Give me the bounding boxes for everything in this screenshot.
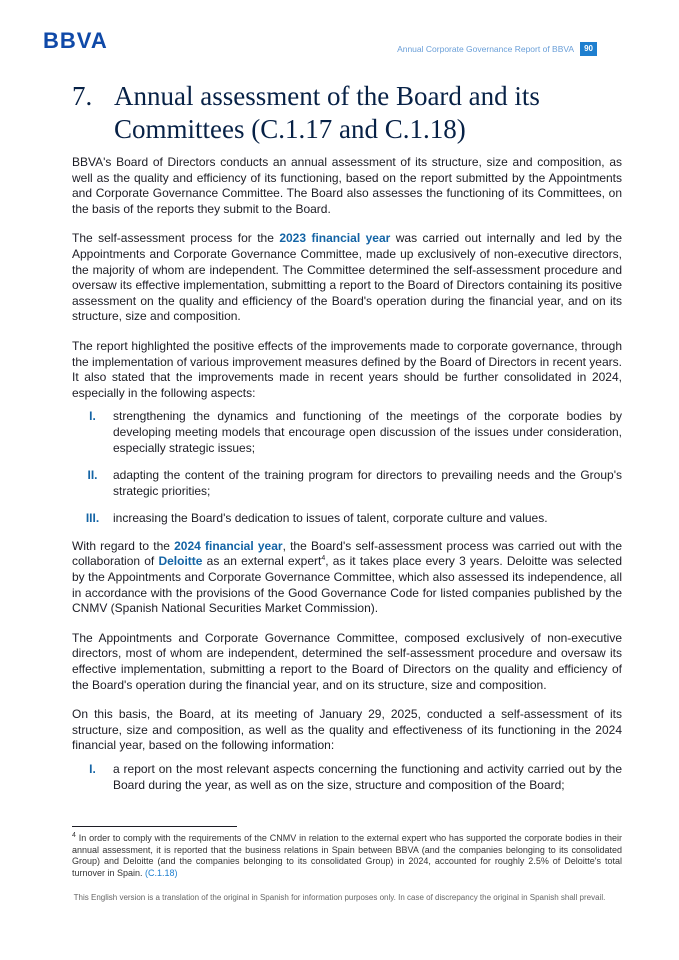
highlight-2024-financial-year: 2024 financial year: [174, 538, 283, 553]
page-header: [397, 42, 597, 56]
list-item-text: a report on the most relevant aspects concerning the functioning and activity carried out by the Board during the year, as well as on the size, structure and composition of the Board;: [113, 762, 622, 792]
main-content: [72, 155, 622, 805]
list-item: [72, 468, 622, 499]
text: With regard to the: [72, 538, 175, 553]
paragraph-2024-process: [72, 539, 622, 617]
paragraph-committee: The Appointments and Corporate Governance Committee, composed exclusively of non-executive directors, most of whom are independent, determined the self-assessment procedure and oversaw its effective implementation, submitting a report to the Board of Directors on the quality and efficiency of the Board's operation during the financial year, and on its structure, size and composition.: [72, 630, 622, 692]
section-title: Annual assessment of the Board and its Committees (C.1.17 and C.1.18): [114, 81, 540, 144]
text: was carried out internally and led by the Appointments and Corporate Governance Committee, made up exclusively of non-executive directors, the majority of whom are independent. The Committee determined the self-assessment procedure and oversaw its effective implementation, submitting a report to the Board of Directors containing its positive assessment on the quality and efficiency of the Board's operation during the financial year, and on its structure, size and composition.: [72, 231, 623, 324]
list-item-text: adapting the content of the training program for directors to prevailing needs and the Group's strategic priorities;: [113, 468, 622, 498]
list-item-text: increasing the Board's dedication to issues of talent, corporate culture and values.: [113, 511, 548, 526]
footnote-reference: 4: [321, 555, 326, 563]
list-marker: I.: [89, 409, 96, 424]
list-marker: II.: [87, 468, 98, 483]
text: as an external expert: [202, 554, 322, 569]
list-item-text: strengthening the dynamics and functioning of the meetings of the corporate bodies by developing meeting models that encourage open discussion of the issues under consideration, especially strategic issues;: [113, 409, 622, 455]
paragraph-2023-process: [72, 231, 622, 325]
highlight-deloitte: Deloitte: [158, 554, 203, 569]
bbva-logo: BBVA: [43, 28, 108, 53]
paragraph-intro: BBVA's Board of Directors conducts an annual assessment of its structure, size and composition, as well as the quality and efficiency of its functioning, based on the report submitted by the Appointments and Corporate Governance Committee. The Board also assesses the functioning of its Committees, on the basis of the reports they submit to the Board.: [72, 155, 622, 216]
footnote-divider: [72, 826, 237, 827]
paragraph-board-meeting: On this basis, the Board, at its meeting of January 29, 2025, conducted a self-assessment of its structure, size and composition, as well as the quality and effectiveness of its functioning in the 2024 financial year, based on the following information:: [72, 707, 622, 753]
text: , as it takes place every 3 years. Deloitte was selected by the Appointments and Corporate Governance Committee, which also assessed its independence, all in accordance with the provisions of the Good Governance Code for listed companies published by the CNMV (Spanish National Securities Market Commission).: [72, 554, 622, 616]
list-item: [72, 409, 622, 456]
information-list: [72, 762, 622, 793]
text: , the Board's self-assessment process was carried out with the collaboration of: [72, 538, 622, 569]
list-item: [72, 511, 622, 527]
section-number: 7.: [72, 81, 93, 111]
highlight-2023-financial-year: 2023 financial year: [279, 231, 391, 246]
translation-disclaimer: This English version is a translation of the original in Spanish for information purposes only. In case of discrepancy the original in Spanish shall prevail.: [73, 893, 606, 902]
footnote-number: 4: [72, 832, 76, 839]
page-number-badge: 90: [580, 42, 597, 56]
footnote: [72, 833, 622, 879]
footnote-section-link[interactable]: (C.1.18): [145, 867, 178, 878]
list-marker: III.: [85, 511, 100, 526]
section-heading: [72, 80, 632, 146]
improvement-aspects-list: [72, 409, 622, 527]
list-item: [72, 762, 622, 793]
text: The self-assessment process for the: [72, 231, 280, 246]
footnote-text: In order to comply with the requirements of the CNMV in relation to the external expert who has supported the corporate bodies in their annual assessment, it is reported that the business relations in Spain between BBVA (and the companies belonging to its consolidated Group) and Deloitte (and the companies belonging to its consolidated Group) in 2024, accounted for roughly 2.5% of Deloitte's total turnover in Spain.: [72, 833, 622, 878]
report-title: Annual Corporate Governance Report of BBVA: [397, 44, 575, 54]
paragraph-report-highlights: The report highlighted the positive effects of the improvements made to corporate governance, through the implementation of various improvement measures defined by the Board of Directors in recent years. It also stated that the improvements made in recent years should be further consolidated in 2024, especially in the following aspects:: [72, 338, 622, 400]
list-marker: I.: [89, 762, 96, 776]
